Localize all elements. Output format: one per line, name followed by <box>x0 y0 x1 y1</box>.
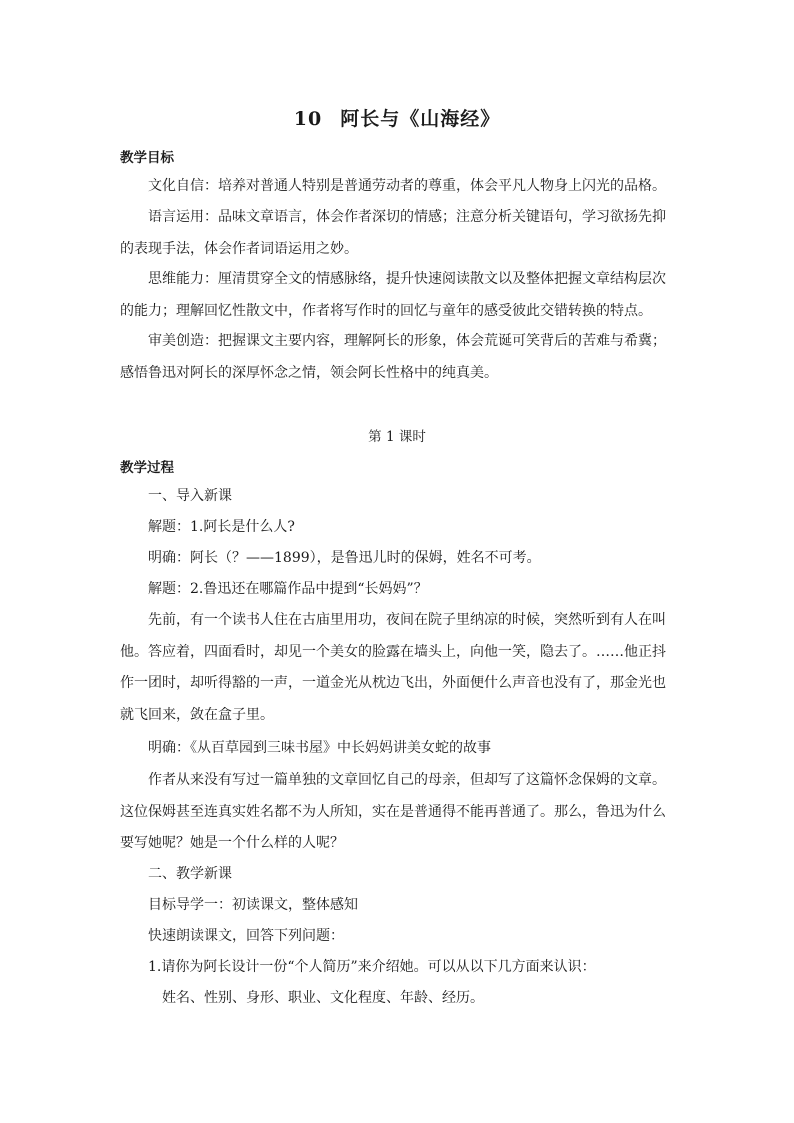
objective-language: 语言运用：品味文章语言，体会作者深切的情感；注意分析关键语句，学习欲扬先抑的表现手法，体会作者词语运用之妙。 <box>120 209 666 257</box>
task-item-details: 姓名、性别、身形、职业、文化程度、年龄、经历。 <box>162 990 484 1006</box>
story-excerpt: 先前，有一个读书人住在古庙里用功，夜间在院子里纳凉的时候，突然听到有人在叫他。答应着，四面看时，却见一个美女的脸露在墙头上，向他一笑，隐去了。……他正抖作一团时，却听得豁的一声，一道金光从枕边飞出，外面便什么声音也没有了，那金光也就飞回来，敛在盒子里。 <box>120 612 666 723</box>
task-instruction: 快速朗读课文，回答下列问题： <box>148 928 344 944</box>
task-item: 1.请你为阿长设计一份“个人简历”来介绍她。可以从以下几方面来认识： <box>148 959 596 975</box>
answer-1: 明确：阿长（？——1899），是鲁迅儿时的保姆，姓名不可考。 <box>148 550 541 566</box>
objective-label: 文化自信 <box>148 178 204 194</box>
question-2: 解题：2.鲁迅还在哪篇作品中提到“长妈妈”？ <box>148 581 428 597</box>
page-title <box>0 104 794 131</box>
answer-2: 明确：《从百草园到三味书屋》中长妈妈讲美女蛇的故事 <box>148 740 491 756</box>
question-1: 解题：1.阿长是什么人? <box>148 519 295 535</box>
section-heading: 二、教学新课 <box>148 866 232 882</box>
goal-heading: 目标导学一：初读课文，整体感知 <box>148 897 358 913</box>
process-heading: 教学过程 <box>120 460 174 476</box>
lesson-period: 第 1 课时 <box>368 429 426 445</box>
objective-culture: 文化自信：培养对普通人特别是普通劳动者的尊重，体会平凡人物身上闪光的品格。 <box>148 178 666 194</box>
lesson-title: 阿长与《山海经》 <box>340 108 501 130</box>
objective-aesthetic: 审美创造：把握课文主要内容，理解阿长的形象，体会荒诞可笑背后的苦难与希冀；感悟鲁迅对阿长的深厚怀念之情，领会阿长性格中的纯真美。 <box>120 333 666 381</box>
section-heading: 一、导入新课 <box>148 488 232 504</box>
objective-label: 审美创造 <box>148 333 204 349</box>
lesson-number: 10 <box>293 108 323 130</box>
intro-paragraph: 作者从来没有写过一篇单独的文章回忆自己的母亲，但却写了这篇怀念保姆的文章。这位保姆甚至连真实姓名都不为人所知，实在是普通得不能再普通了。那么，鲁迅为什么要写她呢？她是一个什么样的人呢？ <box>120 772 666 851</box>
objective-thinking: 思维能力：厘清贯穿全文的情感脉络，提升快速阅读散文以及整体把握文章结构层次的能力；理解回忆性散文中，作者将写作时的回忆与童年的感受彼此交错转换的特点。 <box>120 271 666 319</box>
objectives-heading: 教学目标 <box>120 150 174 166</box>
objective-label: 语言运用 <box>148 209 204 225</box>
objective-label: 思维能力 <box>148 271 204 287</box>
